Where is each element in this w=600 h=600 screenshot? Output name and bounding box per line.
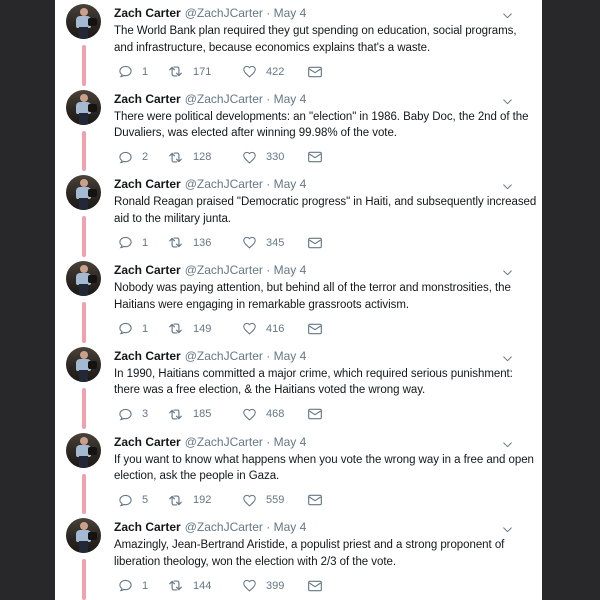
direct-message-button[interactable]: [307, 579, 323, 593]
tweet-header: [114, 429, 542, 450]
like-count: 330: [266, 151, 285, 164]
avatar-person-bag: [88, 275, 97, 283]
reply-button[interactable]: [118, 150, 167, 165]
heart-icon: [242, 407, 257, 422]
reply-count: 2: [142, 151, 149, 164]
direct-message-button[interactable]: [307, 493, 323, 507]
reply-icon: [118, 493, 133, 508]
reply-icon: [118, 64, 133, 79]
thread-connector-line: [82, 131, 86, 172]
tweet-header: [114, 343, 542, 364]
avatar-person-head: [80, 8, 88, 16]
envelope-icon: [307, 493, 323, 507]
reply-button[interactable]: [118, 578, 167, 593]
avatar-person-head: [80, 522, 88, 530]
tweet[interactable]: [55, 429, 542, 515]
reply-icon: [118, 321, 133, 336]
avatar-person-head: [80, 351, 88, 359]
avatar-person-head: [80, 179, 88, 187]
reply-icon: [118, 150, 133, 165]
envelope-icon: [307, 150, 323, 164]
retweet-count: 136: [193, 236, 212, 249]
tweet-text: In 1990, Haitians committed a major crime, which required serious punishment: there was a free election, & the Haitians voted the wrong way.: [114, 367, 513, 397]
like-count: 416: [266, 322, 285, 335]
direct-message-button[interactable]: [307, 322, 323, 336]
tweet-header: [114, 0, 542, 21]
tweet-action-bar: [118, 235, 542, 250]
like-button[interactable]: [242, 150, 307, 165]
handle-and-date[interactable]: @ZachJCarter · May 4: [184, 177, 307, 192]
like-count: 422: [266, 65, 285, 78]
chevron-down-icon[interactable]: [501, 180, 514, 193]
tweet[interactable]: [55, 257, 542, 343]
retweet-icon: [167, 321, 184, 336]
handle-and-date[interactable]: @ZachJCarter · May 4: [184, 6, 307, 20]
chevron-down-icon[interactable]: [501, 95, 514, 108]
retweet-count: 171: [193, 65, 212, 78]
handle-and-date[interactable]: @ZachJCarter · May 4: [184, 263, 307, 278]
avatar[interactable]: [66, 90, 101, 125]
envelope-icon: [307, 236, 323, 250]
like-button[interactable]: [242, 64, 307, 79]
like-button[interactable]: [242, 321, 307, 336]
like-count: 559: [266, 494, 285, 507]
retweet-count: 128: [193, 151, 212, 164]
retweet-count: 185: [193, 408, 212, 421]
avatar-person-head: [80, 94, 88, 102]
tweet-text: If you want to know what happens when you vote the wrong way in a free and open election, ask the people in Gaza.: [114, 453, 534, 483]
avatar-person-legs: [79, 198, 88, 210]
tweet[interactable]: [55, 86, 542, 172]
tweet-action-bar: [118, 150, 542, 165]
handle-and-date[interactable]: @ZachJCarter · May 4: [184, 434, 307, 449]
thread-connector-line: [82, 302, 86, 343]
avatar-person-legs: [79, 113, 88, 125]
tweet-action-bar: [118, 64, 542, 79]
chevron-down-icon[interactable]: [501, 266, 514, 279]
avatar-person-bag: [88, 104, 97, 112]
reply-count: 1: [142, 65, 149, 78]
tweet-text: Nobody was paying attention, but behind all of the terror and monstrosities, the Haitians were engaging in remarkable grassroots activism.: [114, 282, 511, 311]
display-name[interactable]: Zach Carter: [114, 177, 181, 192]
reply-icon: [118, 235, 133, 250]
direct-message-button[interactable]: [307, 65, 323, 79]
tweet-text: There were political developments: an "election" in 1986. Baby Doc, the 2nd of the Duvaliers, was elected after winning 99.98% of the vote.: [114, 110, 529, 140]
heart-icon: [242, 235, 257, 250]
like-button[interactable]: [242, 578, 307, 593]
reply-count: 1: [142, 579, 149, 592]
retweet-icon: [167, 235, 184, 250]
retweet-button[interactable]: [167, 578, 242, 593]
tweet[interactable]: [55, 343, 542, 429]
avatar-person-head: [80, 437, 88, 445]
thread-connector-line: [82, 559, 86, 600]
avatar-person-bag: [88, 361, 97, 369]
tweet-action-bar: [118, 407, 542, 422]
reply-count: 1: [142, 236, 149, 249]
heart-icon: [242, 493, 257, 508]
retweet-count: 192: [193, 494, 212, 507]
tweet-header: [114, 86, 542, 107]
display-name[interactable]: Zach Carter: [114, 520, 181, 535]
avatar-person-legs: [79, 456, 88, 468]
heart-icon: [242, 64, 257, 79]
display-name[interactable]: Zach Carter: [114, 434, 181, 449]
reply-count: 5: [142, 494, 149, 507]
direct-message-button[interactable]: [307, 150, 323, 164]
chevron-down-icon[interactable]: [501, 9, 514, 22]
retweet-icon: [167, 578, 184, 593]
envelope-icon: [307, 322, 323, 336]
envelope-icon: [307, 65, 323, 79]
avatar-person-bag: [88, 532, 97, 540]
envelope-icon: [307, 579, 323, 593]
retweet-count: 149: [193, 322, 212, 335]
reply-button[interactable]: [118, 493, 167, 508]
avatar[interactable]: [66, 433, 101, 468]
retweet-icon: [167, 64, 184, 79]
reply-icon: [118, 407, 133, 422]
avatar-person-legs: [79, 27, 88, 39]
display-name[interactable]: Zach Carter: [114, 91, 181, 106]
envelope-icon: [307, 407, 323, 421]
reply-button[interactable]: [118, 321, 167, 336]
tweet[interactable]: [55, 171, 542, 257]
retweet-icon: [167, 150, 184, 165]
tweet-header: [114, 171, 542, 192]
handle-and-date[interactable]: @ZachJCarter · May 4: [184, 520, 307, 535]
handle-and-date[interactable]: @ZachJCarter · May 4: [184, 348, 307, 363]
thread-connector-line: [82, 474, 86, 515]
avatar-person-bag: [88, 447, 97, 455]
direct-message-button[interactable]: [307, 236, 323, 250]
thread-connector-line: [82, 45, 86, 86]
like-button[interactable]: [242, 407, 307, 422]
retweet-button[interactable]: [167, 150, 242, 165]
retweet-button[interactable]: [167, 493, 242, 508]
handle-and-date[interactable]: @ZachJCarter · May 4: [184, 91, 307, 106]
tweet[interactable]: [55, 0, 542, 86]
reply-button[interactable]: [118, 235, 167, 250]
retweet-icon: [167, 493, 184, 508]
thread-connector-line: [82, 388, 86, 429]
display-name[interactable]: Zach Carter: [114, 348, 181, 363]
heart-icon: [242, 321, 257, 336]
retweet-button[interactable]: [167, 321, 242, 336]
chevron-down-icon[interactable]: [501, 352, 514, 365]
display-name[interactable]: Zach Carter: [114, 6, 181, 20]
chevron-down-icon[interactable]: [501, 438, 514, 451]
reply-button[interactable]: [118, 407, 167, 422]
tweet-action-bar: [118, 321, 542, 336]
reply-button[interactable]: [118, 64, 167, 79]
avatar-person-legs: [79, 370, 88, 382]
avatar-person-bag: [88, 18, 97, 26]
tweet-text: Ronald Reagan praised "Democratic progress" in Haiti, and subsequently increased aid to the military junta.: [114, 196, 537, 225]
chevron-down-icon[interactable]: [501, 523, 514, 536]
avatar-person-head: [80, 265, 88, 273]
like-button[interactable]: [242, 235, 307, 250]
avatar[interactable]: [66, 261, 101, 296]
display-name[interactable]: Zach Carter: [114, 263, 181, 278]
like-count: 399: [266, 579, 285, 592]
retweet-button[interactable]: [167, 64, 242, 79]
tweet-action-bar: [118, 578, 542, 593]
tweet-text: Amazingly, Jean-Bertrand Aristide, a populist priest and a strong proponent of liberation theology, won the election with 2/3 of the vote.: [114, 539, 505, 568]
tweet-feed: [55, 0, 542, 600]
retweet-count: 144: [193, 579, 212, 592]
direct-message-button[interactable]: [307, 407, 323, 421]
tweet-header: [114, 257, 542, 278]
reply-count: 1: [142, 322, 149, 335]
tweet-text: The World Bank plan required they gut spending on education, social programs, and infrastructure, because economics explains that's a waste.: [114, 25, 517, 54]
avatar-person-legs: [79, 284, 88, 296]
like-button[interactable]: [242, 493, 307, 508]
avatar-person-legs: [79, 541, 88, 553]
retweet-button[interactable]: [167, 407, 242, 422]
heart-icon: [242, 578, 257, 593]
avatar[interactable]: [66, 4, 101, 39]
tweet-header: [114, 514, 542, 535]
like-count: 468: [266, 408, 285, 421]
thread-connector-line: [82, 216, 86, 257]
heart-icon: [242, 150, 257, 165]
like-count: 345: [266, 236, 285, 249]
avatar-person-bag: [88, 189, 97, 197]
reply-icon: [118, 578, 133, 593]
avatar[interactable]: [66, 347, 101, 382]
retweet-icon: [167, 407, 184, 422]
tweet[interactable]: [55, 514, 542, 600]
retweet-button[interactable]: [167, 235, 242, 250]
avatar[interactable]: [66, 175, 101, 210]
reply-count: 3: [142, 408, 149, 421]
tweet-action-bar: [118, 493, 542, 508]
avatar[interactable]: [66, 518, 101, 553]
